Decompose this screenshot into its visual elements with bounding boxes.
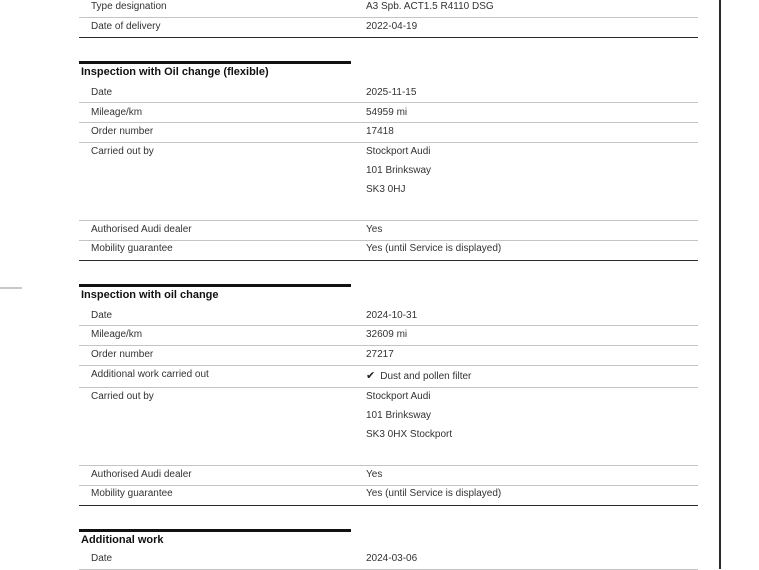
row-label: Mobility guarantee bbox=[91, 488, 173, 499]
row-label: Type designation bbox=[91, 1, 167, 12]
row-order-number bbox=[79, 123, 698, 143]
row-value: 2022-04-19 bbox=[366, 21, 418, 32]
page-edge bbox=[719, 0, 721, 569]
row-type-designation bbox=[79, 0, 698, 18]
row-label: Carried out by bbox=[91, 146, 154, 157]
row-label: Order number bbox=[91, 349, 154, 360]
row-value: Yes bbox=[366, 469, 383, 480]
section-title: Inspection with oil change bbox=[81, 289, 219, 301]
checkmark-icon: ✔ bbox=[366, 370, 376, 382]
row-value bbox=[366, 369, 471, 382]
row-authorised-dealer bbox=[79, 221, 698, 241]
row-date bbox=[79, 83, 698, 103]
address-line: 101 Brinksway bbox=[366, 410, 432, 421]
row-value: 54959 mi bbox=[366, 107, 408, 118]
row-value: 2025-11-15 bbox=[366, 87, 417, 98]
row-label: Date bbox=[91, 87, 113, 98]
row-value: 2024-03-06 bbox=[366, 553, 418, 564]
row-authorised-dealer bbox=[79, 466, 698, 486]
row-value: 17418 bbox=[366, 126, 394, 137]
row-carried-out-by bbox=[79, 143, 698, 221]
row-label: Authorised Audi dealer bbox=[91, 224, 192, 235]
address-line: SK3 0HX Stockport bbox=[366, 429, 453, 440]
row-value: 32609 mi bbox=[366, 329, 408, 340]
row-label: Additional work carried out bbox=[91, 369, 209, 380]
row-label: Mileage/km bbox=[91, 107, 143, 118]
row-value: 2024-10-31 bbox=[366, 310, 418, 321]
row-value: Yes (until Service is displayed) bbox=[366, 243, 502, 254]
row-date bbox=[79, 550, 698, 570]
additional-work-text: Dust and pollen filter bbox=[380, 371, 472, 382]
row-label: Order number bbox=[91, 126, 154, 137]
row-mobility-guarantee bbox=[79, 486, 698, 506]
address-line: SK3 0HJ bbox=[366, 184, 406, 195]
address-line: 101 Brinksway bbox=[366, 165, 432, 176]
row-value: Yes (until Service is displayed) bbox=[366, 488, 502, 499]
section-title: Additional work bbox=[81, 534, 164, 546]
row-value: Yes bbox=[366, 224, 383, 235]
row-value: A3 Spb. ACT1.5 R4110 DSG bbox=[366, 1, 494, 12]
row-label: Date bbox=[91, 553, 113, 564]
row-label: Authorised Audi dealer bbox=[91, 469, 192, 480]
row-mileage bbox=[79, 326, 698, 346]
address-line: Stockport Audi bbox=[366, 146, 431, 157]
row-value: 27217 bbox=[366, 349, 394, 360]
row-date bbox=[79, 306, 698, 326]
row-additional-work-carried-out bbox=[79, 366, 698, 388]
row-label: Mobility guarantee bbox=[91, 243, 173, 254]
row-label: Date bbox=[91, 310, 113, 321]
row-label: Date of delivery bbox=[91, 21, 161, 32]
row-date-of-delivery bbox=[79, 17, 698, 38]
row-mileage bbox=[79, 103, 698, 123]
margin-mark bbox=[0, 287, 22, 289]
address-line: Stockport Audi bbox=[366, 391, 431, 402]
row-label: Mileage/km bbox=[91, 329, 143, 340]
section-title: Inspection with Oil change (flexible) bbox=[81, 66, 269, 78]
row-label: Carried out by bbox=[91, 391, 154, 402]
row-mobility-guarantee bbox=[79, 241, 698, 261]
row-carried-out-by bbox=[79, 388, 698, 466]
row-order-number bbox=[79, 346, 698, 366]
